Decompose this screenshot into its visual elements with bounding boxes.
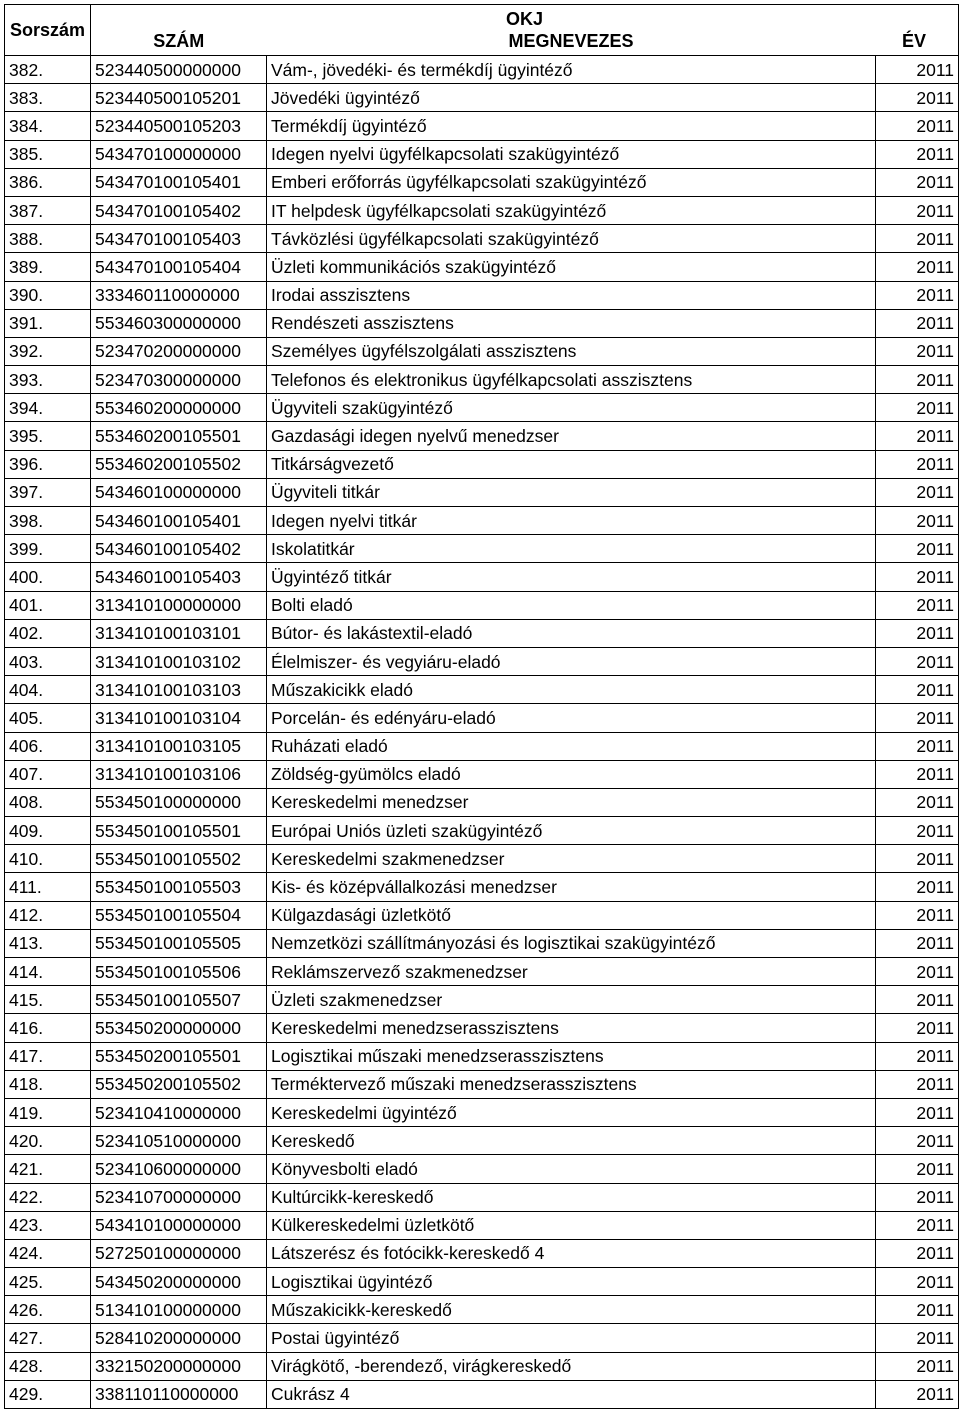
row-megnevezes: Reklámszervező szakmenedzser (267, 958, 876, 986)
row-sorszam: 390. (5, 281, 91, 309)
row-megnevezes: Emberi erőforrás ügyfélkapcsolati szakügyintéző (267, 168, 876, 196)
row-okj-szam: 553450100105504 (91, 901, 267, 929)
row-ev: 2011 (876, 168, 959, 196)
row-ev: 2011 (876, 958, 959, 986)
row-megnevezes: Postai ügyintéző (267, 1324, 876, 1352)
table-row (5, 1268, 959, 1296)
row-ev: 2011 (876, 1380, 959, 1408)
row-megnevezes: IT helpdesk ügyfélkapcsolati szakügyintéző (267, 196, 876, 224)
row-megnevezes: Idegen nyelvi ügyfélkapcsolati szakügyintéző (267, 140, 876, 168)
row-sorszam: 406. (5, 732, 91, 760)
row-okj-szam: 553450100105505 (91, 929, 267, 957)
row-okj-szam: 528410200000000 (91, 1324, 267, 1352)
row-sorszam: 428. (5, 1352, 91, 1380)
row-ev: 2011 (876, 1239, 959, 1267)
table-row (5, 732, 959, 760)
row-megnevezes: Külkereskedelmi üzletkötő (267, 1211, 876, 1239)
row-okj-szam: 313410100103104 (91, 704, 267, 732)
row-ev: 2011 (876, 309, 959, 337)
row-megnevezes: Bútor- és lakástextil-eladó (267, 619, 876, 647)
row-sorszam: 425. (5, 1268, 91, 1296)
row-ev: 2011 (876, 1324, 959, 1352)
row-megnevezes: Titkárságvezető (267, 450, 876, 478)
row-sorszam: 407. (5, 760, 91, 788)
row-sorszam: 411. (5, 873, 91, 901)
row-ev: 2011 (876, 1098, 959, 1126)
row-sorszam: 393. (5, 366, 91, 394)
row-sorszam: 400. (5, 563, 91, 591)
row-megnevezes: Üzleti szakmenedzser (267, 986, 876, 1014)
row-megnevezes: Személyes ügyfélszolgálati asszisztens (267, 337, 876, 365)
table-row (5, 535, 959, 563)
table-row (5, 1098, 959, 1126)
row-okj-szam: 543470100000000 (91, 140, 267, 168)
row-ev: 2011 (876, 873, 959, 901)
row-sorszam: 399. (5, 535, 91, 563)
header-sorszam: Sorszám (5, 5, 91, 56)
row-megnevezes: Nemzetközi szállítmányozási és logisztikai szakügyintéző (267, 929, 876, 957)
table-row (5, 563, 959, 591)
row-ev: 2011 (876, 84, 959, 112)
row-okj-szam: 313410100103106 (91, 760, 267, 788)
row-ev: 2011 (876, 1183, 959, 1211)
table-row (5, 845, 959, 873)
row-sorszam: 394. (5, 394, 91, 422)
row-okj-szam: 543460100105401 (91, 507, 267, 535)
row-megnevezes: Ügyviteli titkár (267, 478, 876, 506)
header-szam: SZÁM (91, 30, 267, 56)
row-ev: 2011 (876, 619, 959, 647)
table-row (5, 1070, 959, 1098)
table-row (5, 1042, 959, 1070)
row-megnevezes: Kereskedő (267, 1127, 876, 1155)
row-sorszam: 416. (5, 1014, 91, 1042)
row-okj-szam: 313410100103102 (91, 647, 267, 675)
row-megnevezes: Látszerész és fotócikk-kereskedő 4 (267, 1239, 876, 1267)
table-row (5, 1352, 959, 1380)
row-okj-szam: 553450100105502 (91, 845, 267, 873)
row-okj-szam: 523410700000000 (91, 1183, 267, 1211)
row-okj-szam: 553450200105501 (91, 1042, 267, 1070)
row-megnevezes: Cukrász 4 (267, 1380, 876, 1408)
row-okj-szam: 553450100105506 (91, 958, 267, 986)
table-row (5, 929, 959, 957)
row-megnevezes: Üzleti kommunikációs szakügyintéző (267, 253, 876, 281)
table-row (5, 422, 959, 450)
row-okj-szam: 553460200105501 (91, 422, 267, 450)
table-row (5, 309, 959, 337)
row-megnevezes: Termékdíj ügyintéző (267, 112, 876, 140)
row-okj-szam: 543470100105404 (91, 253, 267, 281)
row-ev: 2011 (876, 56, 959, 84)
row-ev: 2011 (876, 817, 959, 845)
row-okj-szam: 523440500105201 (91, 84, 267, 112)
row-ev: 2011 (876, 140, 959, 168)
row-sorszam: 413. (5, 929, 91, 957)
row-megnevezes: Távközlési ügyfélkapcsolati szakügyintéző (267, 225, 876, 253)
row-ev: 2011 (876, 1296, 959, 1324)
table-row (5, 958, 959, 986)
row-ev: 2011 (876, 450, 959, 478)
row-sorszam: 396. (5, 450, 91, 478)
row-sorszam: 424. (5, 1239, 91, 1267)
row-okj-szam: 333460110000000 (91, 281, 267, 309)
table-row (5, 676, 959, 704)
row-ev: 2011 (876, 1268, 959, 1296)
row-ev: 2011 (876, 394, 959, 422)
table-row (5, 450, 959, 478)
row-sorszam: 426. (5, 1296, 91, 1324)
row-megnevezes: Kereskedelmi menedzserasszisztens (267, 1014, 876, 1042)
row-megnevezes: Ügyviteli szakügyintéző (267, 394, 876, 422)
row-sorszam: 427. (5, 1324, 91, 1352)
table-row (5, 1296, 959, 1324)
row-megnevezes: Könyvesbolti eladó (267, 1155, 876, 1183)
row-sorszam: 384. (5, 112, 91, 140)
table-row (5, 337, 959, 365)
row-sorszam: 419. (5, 1098, 91, 1126)
row-okj-szam: 543460100000000 (91, 478, 267, 506)
row-ev: 2011 (876, 1127, 959, 1155)
row-okj-szam: 313410100000000 (91, 591, 267, 619)
row-megnevezes: Telefonos és elektronikus ügyfélkapcsolati asszisztens (267, 366, 876, 394)
row-sorszam: 412. (5, 901, 91, 929)
row-okj-szam: 313410100103103 (91, 676, 267, 704)
table-row (5, 817, 959, 845)
row-ev: 2011 (876, 1352, 959, 1380)
table-row (5, 112, 959, 140)
row-sorszam: 402. (5, 619, 91, 647)
row-ev: 2011 (876, 901, 959, 929)
row-sorszam: 389. (5, 253, 91, 281)
row-sorszam: 420. (5, 1127, 91, 1155)
row-ev: 2011 (876, 676, 959, 704)
row-sorszam: 401. (5, 591, 91, 619)
row-okj-szam: 313410100103105 (91, 732, 267, 760)
row-ev: 2011 (876, 1070, 959, 1098)
row-okj-szam: 543470100105402 (91, 196, 267, 224)
table-row (5, 1155, 959, 1183)
table-row (5, 1014, 959, 1042)
table-row (5, 1380, 959, 1408)
row-sorszam: 395. (5, 422, 91, 450)
table-row (5, 788, 959, 816)
row-megnevezes: Logisztikai műszaki menedzserasszisztens (267, 1042, 876, 1070)
row-okj-szam: 523440500105203 (91, 112, 267, 140)
row-megnevezes: Kis- és középvállalkozási menedzser (267, 873, 876, 901)
table-row (5, 986, 959, 1014)
row-megnevezes: Kereskedelmi menedzser (267, 788, 876, 816)
row-sorszam: 422. (5, 1183, 91, 1211)
row-sorszam: 409. (5, 817, 91, 845)
row-sorszam: 414. (5, 958, 91, 986)
row-ev: 2011 (876, 732, 959, 760)
row-megnevezes: Idegen nyelvi titkár (267, 507, 876, 535)
row-megnevezes: Élelmiszer- és vegyiáru-eladó (267, 647, 876, 675)
row-okj-szam: 523440500000000 (91, 56, 267, 84)
table-row (5, 507, 959, 535)
row-sorszam: 408. (5, 788, 91, 816)
row-okj-szam: 543460100105403 (91, 563, 267, 591)
row-okj-szam: 553450100105501 (91, 817, 267, 845)
row-okj-szam: 527250100000000 (91, 1239, 267, 1267)
table-row (5, 56, 959, 84)
table-row (5, 366, 959, 394)
table-row (5, 1324, 959, 1352)
header-okj: OKJ (91, 5, 959, 31)
row-sorszam: 418. (5, 1070, 91, 1098)
table-row (5, 225, 959, 253)
row-ev: 2011 (876, 366, 959, 394)
row-sorszam: 382. (5, 56, 91, 84)
table-row (5, 619, 959, 647)
row-megnevezes: Kultúrcikk-kereskedő (267, 1183, 876, 1211)
row-ev: 2011 (876, 591, 959, 619)
row-ev: 2011 (876, 760, 959, 788)
row-okj-szam: 332150200000000 (91, 1352, 267, 1380)
row-megnevezes: Logisztikai ügyintéző (267, 1268, 876, 1296)
table-row (5, 1239, 959, 1267)
row-sorszam: 385. (5, 140, 91, 168)
row-okj-szam: 553450200000000 (91, 1014, 267, 1042)
row-ev: 2011 (876, 647, 959, 675)
table-row (5, 253, 959, 281)
row-sorszam: 410. (5, 845, 91, 873)
row-ev: 2011 (876, 986, 959, 1014)
row-megnevezes: Európai Uniós üzleti szakügyintéző (267, 817, 876, 845)
table-row (5, 1183, 959, 1211)
row-ev: 2011 (876, 845, 959, 873)
table-row (5, 140, 959, 168)
row-okj-szam: 553450100105503 (91, 873, 267, 901)
row-ev: 2011 (876, 1042, 959, 1070)
row-megnevezes: Rendészeti asszisztens (267, 309, 876, 337)
row-ev: 2011 (876, 1155, 959, 1183)
row-okj-szam: 553460200000000 (91, 394, 267, 422)
row-sorszam: 387. (5, 196, 91, 224)
row-megnevezes: Gazdasági idegen nyelvű menedzser (267, 422, 876, 450)
row-sorszam: 388. (5, 225, 91, 253)
table-row (5, 704, 959, 732)
row-megnevezes: Jövedéki ügyintéző (267, 84, 876, 112)
row-okj-szam: 553450100000000 (91, 788, 267, 816)
row-sorszam: 404. (5, 676, 91, 704)
row-sorszam: 391. (5, 309, 91, 337)
row-megnevezes: Terméktervező műszaki menedzserasszisztens (267, 1070, 876, 1098)
table-row (5, 873, 959, 901)
row-ev: 2011 (876, 196, 959, 224)
row-sorszam: 386. (5, 168, 91, 196)
row-megnevezes: Porcelán- és edényáru-eladó (267, 704, 876, 732)
table-row (5, 394, 959, 422)
row-okj-szam: 553450100105507 (91, 986, 267, 1014)
row-ev: 2011 (876, 422, 959, 450)
row-megnevezes: Zöldség-gyümölcs eladó (267, 760, 876, 788)
row-ev: 2011 (876, 225, 959, 253)
row-okj-szam: 543450200000000 (91, 1268, 267, 1296)
row-okj-szam: 523470300000000 (91, 366, 267, 394)
row-okj-szam: 338110110000000 (91, 1380, 267, 1408)
row-megnevezes: Irodai asszisztens (267, 281, 876, 309)
row-sorszam: 397. (5, 478, 91, 506)
row-sorszam: 421. (5, 1155, 91, 1183)
row-ev: 2011 (876, 112, 959, 140)
table-body (5, 56, 959, 1409)
row-sorszam: 398. (5, 507, 91, 535)
row-megnevezes: Műszakicikk eladó (267, 676, 876, 704)
row-sorszam: 423. (5, 1211, 91, 1239)
row-ev: 2011 (876, 1014, 959, 1042)
table-row (5, 168, 959, 196)
row-ev: 2011 (876, 478, 959, 506)
row-megnevezes: Külgazdasági üzletkötő (267, 901, 876, 929)
row-okj-szam: 523410510000000 (91, 1127, 267, 1155)
row-okj-szam: 553460300000000 (91, 309, 267, 337)
header-megnevezes: MEGNEVEZES (267, 30, 876, 56)
row-sorszam: 405. (5, 704, 91, 732)
table-row (5, 281, 959, 309)
row-ev: 2011 (876, 1211, 959, 1239)
table-row (5, 901, 959, 929)
row-megnevezes: Virágkötő, -berendező, virágkereskedő (267, 1352, 876, 1380)
row-ev: 2011 (876, 563, 959, 591)
row-okj-szam: 543410100000000 (91, 1211, 267, 1239)
row-okj-szam: 543460100105402 (91, 535, 267, 563)
row-megnevezes: Kereskedelmi ügyintéző (267, 1098, 876, 1126)
row-sorszam: 417. (5, 1042, 91, 1070)
table-row (5, 760, 959, 788)
row-okj-szam: 543470100105401 (91, 168, 267, 196)
row-megnevezes: Ruházati eladó (267, 732, 876, 760)
row-ev: 2011 (876, 788, 959, 816)
row-okj-szam: 523410410000000 (91, 1098, 267, 1126)
table-row (5, 196, 959, 224)
header-ev: ÉV (876, 30, 959, 56)
table-row (5, 84, 959, 112)
row-okj-szam: 553460200105502 (91, 450, 267, 478)
row-ev: 2011 (876, 704, 959, 732)
row-okj-szam: 543470100105403 (91, 225, 267, 253)
table-row (5, 1211, 959, 1239)
table-row (5, 647, 959, 675)
table-row (5, 591, 959, 619)
row-megnevezes: Bolti eladó (267, 591, 876, 619)
table-row (5, 1127, 959, 1155)
table-row (5, 478, 959, 506)
row-megnevezes: Kereskedelmi szakmenedzser (267, 845, 876, 873)
okj-table (4, 4, 959, 1409)
row-megnevezes: Műszakicikk-kereskedő (267, 1296, 876, 1324)
row-sorszam: 403. (5, 647, 91, 675)
row-ev: 2011 (876, 253, 959, 281)
row-sorszam: 415. (5, 986, 91, 1014)
row-okj-szam: 313410100103101 (91, 619, 267, 647)
row-okj-szam: 523410600000000 (91, 1155, 267, 1183)
row-ev: 2011 (876, 929, 959, 957)
row-megnevezes: Ügyintéző titkár (267, 563, 876, 591)
row-ev: 2011 (876, 337, 959, 365)
row-ev: 2011 (876, 535, 959, 563)
row-okj-szam: 513410100000000 (91, 1296, 267, 1324)
row-sorszam: 383. (5, 84, 91, 112)
row-sorszam: 429. (5, 1380, 91, 1408)
row-sorszam: 392. (5, 337, 91, 365)
row-okj-szam: 523470200000000 (91, 337, 267, 365)
row-megnevezes: Iskolatitkár (267, 535, 876, 563)
table-header (5, 5, 959, 56)
row-okj-szam: 553450200105502 (91, 1070, 267, 1098)
row-megnevezes: Vám-, jövedéki- és termékdíj ügyintéző (267, 56, 876, 84)
row-ev: 2011 (876, 281, 959, 309)
row-ev: 2011 (876, 507, 959, 535)
